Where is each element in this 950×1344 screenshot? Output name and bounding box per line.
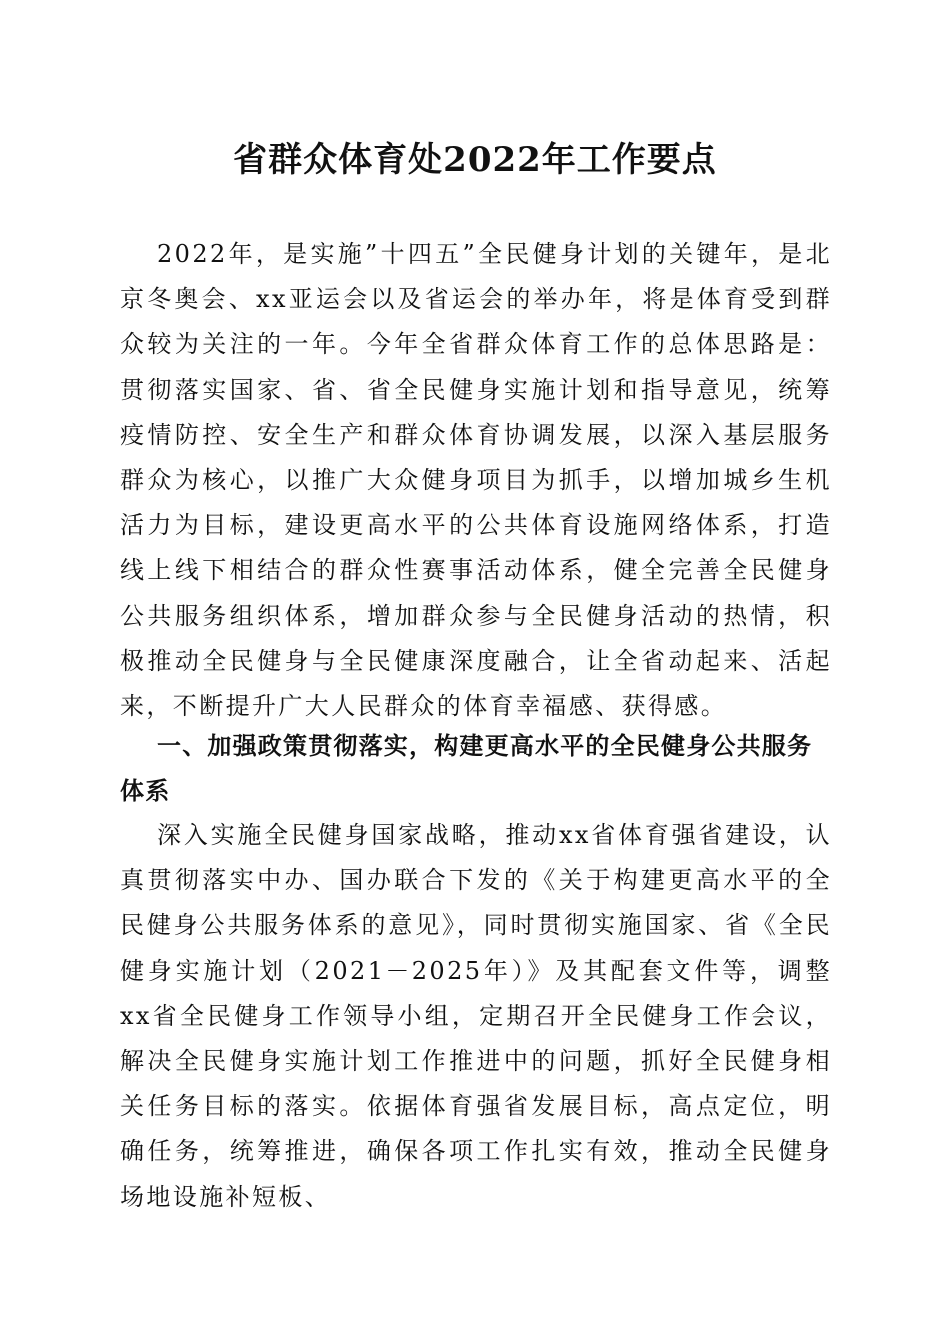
intro-paragraph: 2022年，是实施”十四五”全民健身计划的关键年，是北京冬奥会、xx亚运会以及省运会的举办年，将是体育受到群众较为关注的一年。今年全省群众体育工作的总体思路是：贯彻落实国家、省、省全民健身实施计划和指导意见，统筹疫情防控、安全生产和群众体育协调发展，以深入基层服务群众为核心，以推广大众健身项目为抓手，以增加城乡生机活力为目标，建设更高水平的公共体育设施网络体系，打造线上线下相结合的群众性赛事活动体系，健全完善全民健身公共服务组织体系，增加群众参与全民健身活动的热情，积极推动全民健身与全民健康深度融合，让全省动起来、活起来，不断提升广大人民群众的体育幸福感、获得感。 bbox=[120, 240, 832, 721]
section-1-paragraph: 深入实施全民健身国家战略，推动xx省体育强省建设，认真贯彻落实中办、国办联合下发的《关于构建更高水平的全民健身公共服务体系的意见》，同时贯彻实施国家、省《全民健身实施计划（2021－2025年）》及其配套文件等，调整xx省全民健身工作领导小组，定期召开全民健身工作会议，解决全民健身实施计划工作推进中的问题，抓好全民健身相关任务目标的落实。依据体育强省发展目标，高点定位，明确任务，统筹推进，确保各项工作扎实有效，推动全民健身场地设施补短板、 bbox=[120, 821, 832, 1211]
section-heading-1: 一、加强政策贯彻落实，构建更高水平的全民健身公共服务体系 bbox=[120, 732, 813, 806]
document-title: 省群众体育处2022年工作要点 bbox=[233, 140, 717, 180]
